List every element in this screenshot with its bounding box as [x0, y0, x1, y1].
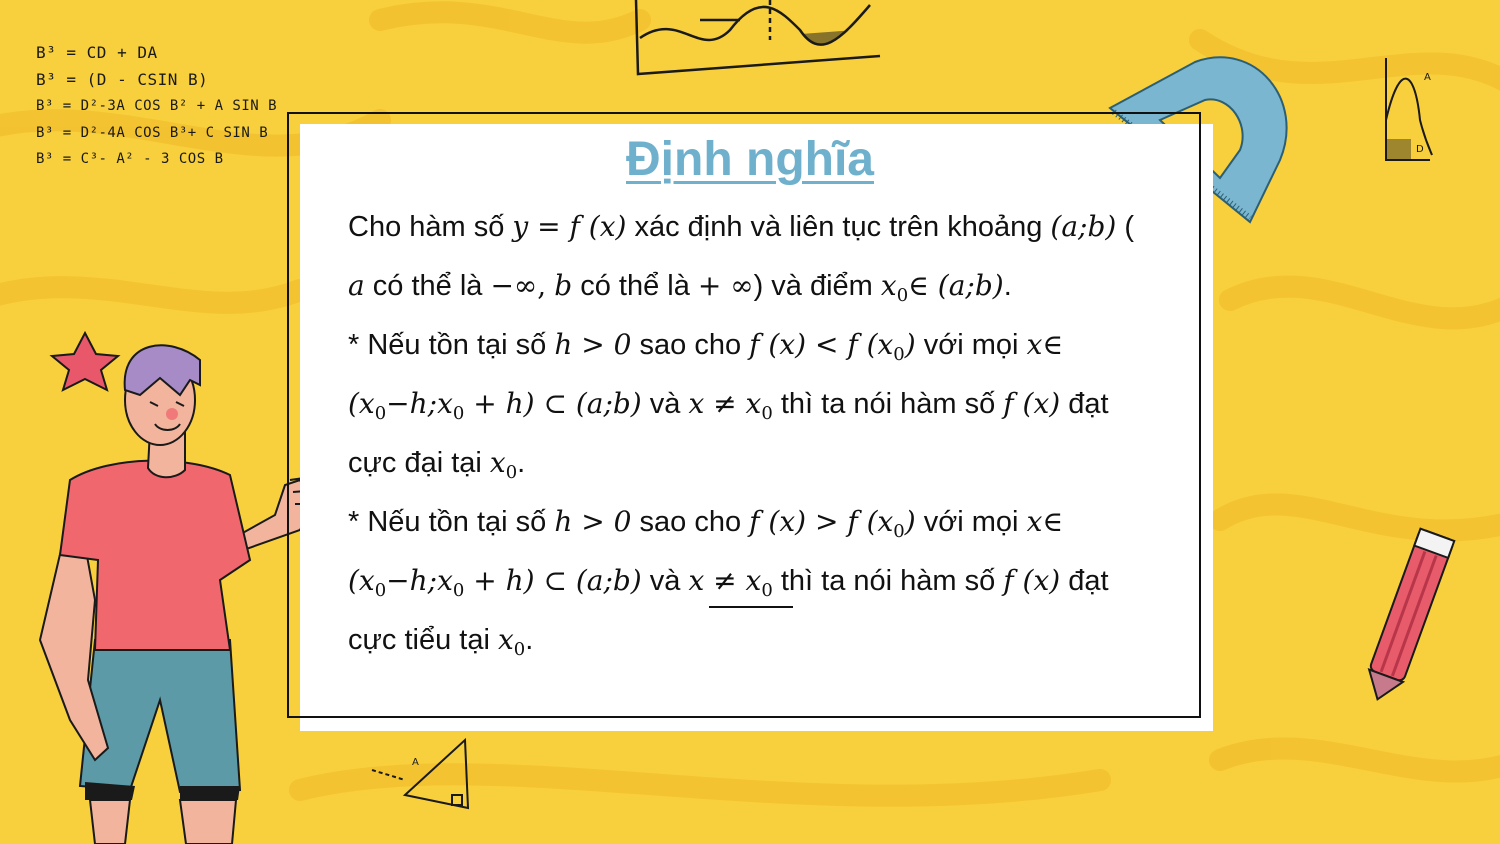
text-span: có thể là: [572, 270, 698, 302]
math-span: (x: [348, 564, 375, 597]
math-span: ): [904, 328, 916, 361]
text-span: đạt: [1060, 388, 1109, 420]
definition-line-8: [348, 618, 1198, 677]
math-span: −h;x: [386, 387, 453, 420]
math-span: b: [554, 269, 573, 302]
svg-text:A: A: [1424, 72, 1431, 83]
text-span: thì ta nói hàm số: [772, 388, 1004, 420]
math-span: x ≠ x: [688, 564, 762, 597]
math-span: y = f (x): [512, 210, 627, 243]
subscript: 0: [505, 462, 518, 483]
math-span: x: [880, 269, 897, 302]
text-span: Cho hàm số: [348, 211, 513, 243]
formula-line: B³ = CD + DA: [36, 43, 158, 62]
subscript: 0: [893, 521, 905, 542]
star-icon: [52, 333, 118, 390]
formula-line: B³ = D²-3A COS B² + A SIN B: [36, 98, 278, 114]
math-span: −h;x: [386, 564, 453, 597]
text-span: và: [641, 565, 689, 597]
math-span: x: [497, 623, 514, 656]
text-span: đạt: [1060, 565, 1109, 597]
subscript: 0: [374, 403, 387, 424]
svg-text:D: D: [1416, 144, 1424, 155]
math-span: ): [904, 505, 916, 538]
math-span: + h) ⊂ (a;b): [464, 564, 642, 597]
underline-mark: [709, 606, 793, 608]
definition-line-6: [348, 500, 1198, 559]
math-span: f (x): [749, 328, 807, 361]
text-span: .: [517, 447, 526, 479]
formula-line: B³ = C³- A² - 3 COS B: [36, 151, 224, 167]
math-span: (a;b): [1050, 210, 1117, 243]
text-span: .: [525, 624, 534, 656]
text-span: và: [641, 388, 689, 420]
subscript: 0: [761, 580, 773, 601]
math-span: >: [806, 505, 848, 538]
pencil-icon: [1361, 529, 1455, 706]
definition-line-7: [348, 559, 1198, 618]
math-span: f (x): [1003, 564, 1061, 597]
formula-line: B³ = (D - CSIN B): [36, 69, 209, 89]
definition-line-2: [348, 264, 1198, 323]
subscript: 0: [893, 344, 905, 365]
formula-doodles: [36, 40, 277, 173]
math-span: x: [489, 446, 506, 479]
text-span: * Nếu tồn tại số: [348, 329, 555, 361]
text-span: cực đại tại: [348, 447, 490, 479]
text-span: sao cho: [631, 329, 750, 361]
math-span: + ∞: [697, 269, 754, 302]
definition-line-5: [348, 441, 1198, 500]
math-span: f (x): [1003, 387, 1061, 420]
math-span: x∈: [1026, 505, 1064, 538]
math-span: x∈: [1026, 328, 1064, 361]
math-span: f (x: [847, 505, 894, 538]
math-span: a: [348, 269, 365, 302]
math-span: −∞,: [490, 269, 547, 302]
math-span: + h) ⊂ (a;b): [464, 387, 642, 420]
math-span: <: [806, 328, 848, 361]
text-span: * Nếu tồn tại số: [348, 506, 555, 538]
svg-text:A: A: [412, 757, 419, 768]
math-span: f (x): [749, 505, 807, 538]
formula-line: B³ = D²-4A COS B³+ C SIN B: [36, 124, 269, 141]
subscript: 0: [374, 580, 387, 601]
definition-line-1: [348, 205, 1198, 264]
text-span: có thể là: [364, 270, 491, 302]
subscript: 0: [761, 403, 773, 424]
subscript: 0: [452, 580, 465, 601]
math-span: h > 0: [554, 505, 632, 538]
boy-character-illustration: [40, 345, 320, 844]
definition-line-3: [348, 323, 1198, 382]
math-span: x ≠ x: [688, 387, 762, 420]
text-span: với mọi: [915, 506, 1027, 538]
text-span: xác định và liên tục trên khoảng: [626, 211, 1051, 243]
text-span: (: [1116, 211, 1135, 243]
slide-title: Định nghĩa: [626, 133, 874, 186]
math-span: ∈ (a;b): [908, 269, 1004, 302]
text-span: với mọi: [915, 329, 1027, 361]
subscript: 0: [513, 639, 526, 660]
subscript: 0: [896, 285, 909, 306]
text-span: .: [1003, 270, 1012, 302]
text-span: ) và điểm: [753, 270, 881, 302]
text-span: cực tiểu tại: [348, 624, 498, 656]
math-span: h > 0: [554, 328, 632, 361]
wave-graph-icon: [636, 0, 880, 74]
subscript: 0: [452, 403, 465, 424]
definition-line-4: [348, 382, 1198, 441]
text-span: thì ta nói hàm số: [772, 565, 1004, 597]
math-span: (x: [348, 387, 375, 420]
math-span: f (x: [847, 328, 894, 361]
text-span: sao cho: [631, 506, 750, 538]
